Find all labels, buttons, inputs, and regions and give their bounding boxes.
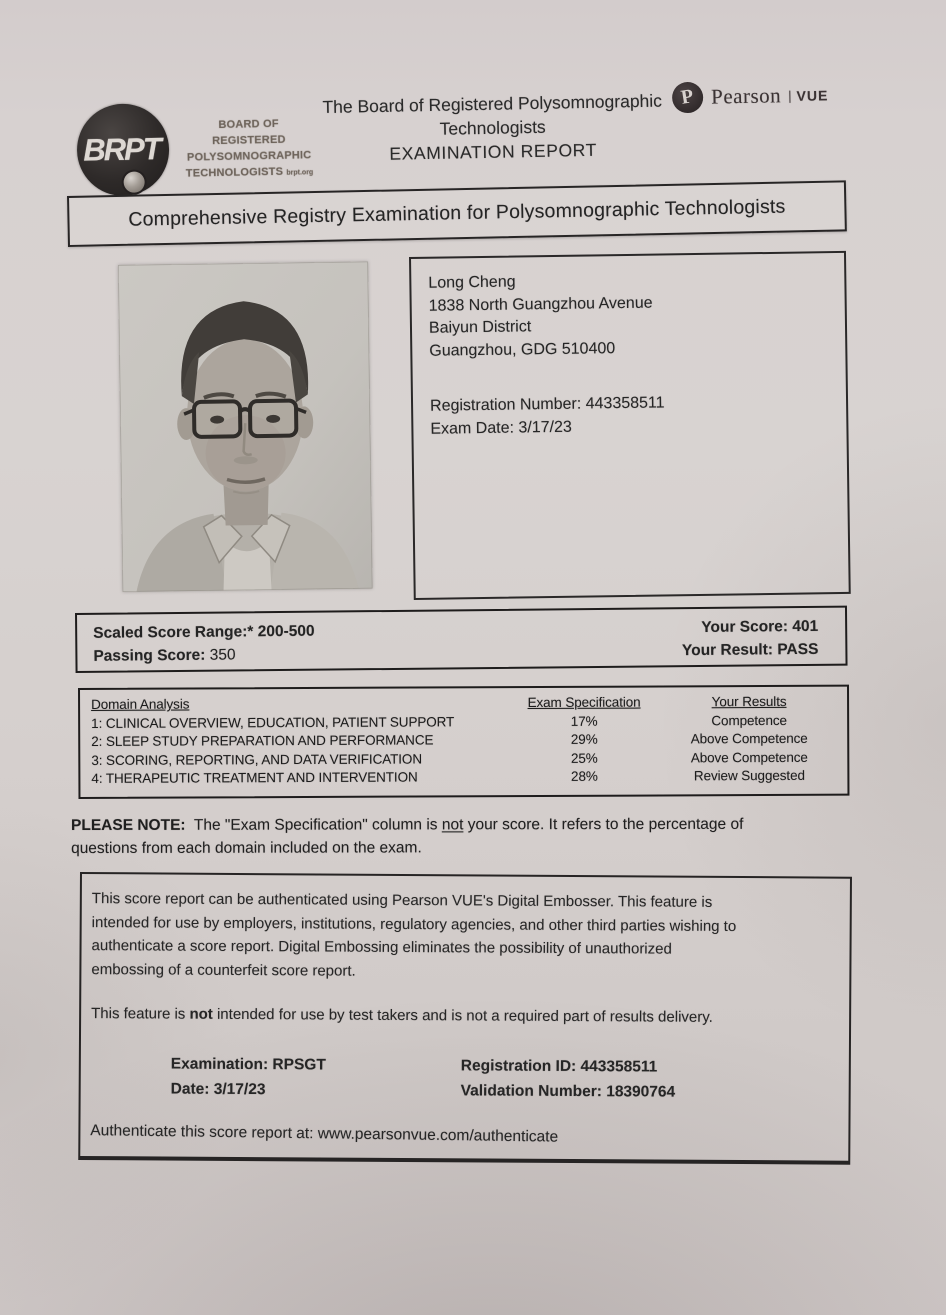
- domain-analysis-table: [78, 685, 849, 799]
- pearson-p-icon: P: [672, 82, 704, 114]
- please-note-line2: questions from each domain included on the exam.: [71, 839, 422, 857]
- stamp-line: POLYSOMNOGRAPHIC: [186, 149, 312, 164]
- domain-name: 3: SCORING, REPORTING, AND DATA VERIFICATION: [91, 750, 422, 768]
- exam-date-detail: Date: 3/17/23: [170, 1080, 266, 1099]
- exam-specification-value: 28%: [570, 768, 598, 784]
- vue-wordmark: VUE: [796, 86, 829, 104]
- score-summary-box: [75, 606, 848, 673]
- candidate-name: Long Cheng: [428, 273, 516, 292]
- your-score: Your Score: 401: [701, 617, 819, 636]
- please-note-line1: PLEASE NOTE: The "Exam Specification" column is not your score. It refers to the percentage of: [71, 815, 744, 834]
- authenticate-url: Authenticate this score report at: www.pearsonvue.com/authenticate: [90, 1122, 559, 1146]
- pearson-vue-divider: |: [787, 88, 792, 104]
- brpt-logo-icon: [76, 103, 170, 197]
- authentication-box: [78, 872, 852, 1165]
- domain-name: 1: CLINICAL OVERVIEW, EDUCATION, PATIENT SUPPORT: [91, 713, 455, 731]
- domain-name: 2: SLEEP STUDY PREPARATION AND PERFORMANCE: [91, 732, 434, 749]
- auth-paragraph-line: embossing of a counterfeit score report.: [91, 960, 356, 980]
- exam-specification-value: 17%: [570, 713, 598, 729]
- candidate-info-box: [409, 251, 851, 600]
- report-title-block: [282, 88, 703, 168]
- exam-specification-value: 29%: [570, 731, 598, 747]
- domain-analysis-header: Domain Analysis: [91, 696, 190, 712]
- registration-detail-column: [461, 1053, 676, 1104]
- validation-number: Validation Number: 18390764: [460, 1082, 676, 1101]
- domain-name: 4: THERAPEUTIC TREATMENT AND INTERVENTION: [91, 769, 418, 786]
- candidate-address-line3: Guangzhou, GDG 510400: [429, 339, 616, 360]
- brpt-logo-ball-icon: [123, 171, 144, 192]
- examination-detail: Examination: RPSGT: [170, 1055, 326, 1074]
- exam-specification-header: Exam Specification: [527, 694, 641, 711]
- exam-date: Exam Date: 3/17/23: [430, 418, 572, 438]
- brpt-logo-text: BRPT: [83, 131, 161, 168]
- org-title-line2: Technologists: [439, 116, 546, 139]
- auth-disclaimer: This feature is not intended for use by test takers and is not a required part of results delivery.: [91, 1005, 713, 1026]
- candidate-photo: [118, 262, 373, 592]
- passing-score: Passing Score: 350: [93, 646, 236, 665]
- please-note: [71, 813, 861, 860]
- stamp-line: TECHNOLOGISTS brpt.org: [185, 165, 314, 180]
- registration-id: Registration ID: 443358511: [460, 1057, 658, 1076]
- exam-detail-column: [171, 1052, 381, 1103]
- domain-result: Above Competence: [690, 730, 808, 747]
- exam-specification-value: 25%: [570, 750, 598, 766]
- stamp-line: BOARD OF REGISTERED: [212, 117, 286, 148]
- your-results-header: Your Results: [711, 693, 787, 710]
- domain-result: Review Suggested: [693, 767, 805, 784]
- stamp-site: brpt.org: [286, 169, 314, 177]
- portrait-illustration: [118, 262, 373, 592]
- auth-details: [91, 1051, 831, 1106]
- exam-title-text: Comprehensive Registry Examination for Polysomnographic Technologists: [128, 195, 786, 231]
- score-range-column: [93, 620, 315, 671]
- registration-number: Registration Number: 443358511: [429, 394, 665, 415]
- domain-result: Above Competence: [690, 749, 808, 765]
- candidate-address-line1: 1838 North Guangzhou Avenue: [428, 294, 653, 315]
- candidate-address-line2: Baiyun District: [428, 318, 532, 337]
- auth-paragraph-line: intended for use by employers, institutions, regulatory agencies, and other third parties wishing to: [91, 913, 737, 935]
- your-result: Your Result: PASS: [681, 640, 819, 660]
- pearson-wordmark: Pearson: [710, 83, 782, 109]
- examination-report-title: EXAMINATION REPORT: [389, 139, 598, 164]
- auth-paragraph-line: authenticate a score report. Digital Embossing eliminates the possibility of unauthorized: [91, 937, 672, 958]
- pearson-vue-logo: [672, 79, 829, 113]
- scaled-score-range: Scaled Score Range:* 200-500: [93, 622, 315, 642]
- org-title-line1: The Board of Registered Polysomnographic: [322, 90, 663, 118]
- auth-paragraph-line: This score report can be authenticated using Pearson VUE's Digital Embosser. This feature is: [91, 890, 713, 911]
- domain-result: Competence: [711, 712, 787, 728]
- your-score-column: [682, 615, 819, 665]
